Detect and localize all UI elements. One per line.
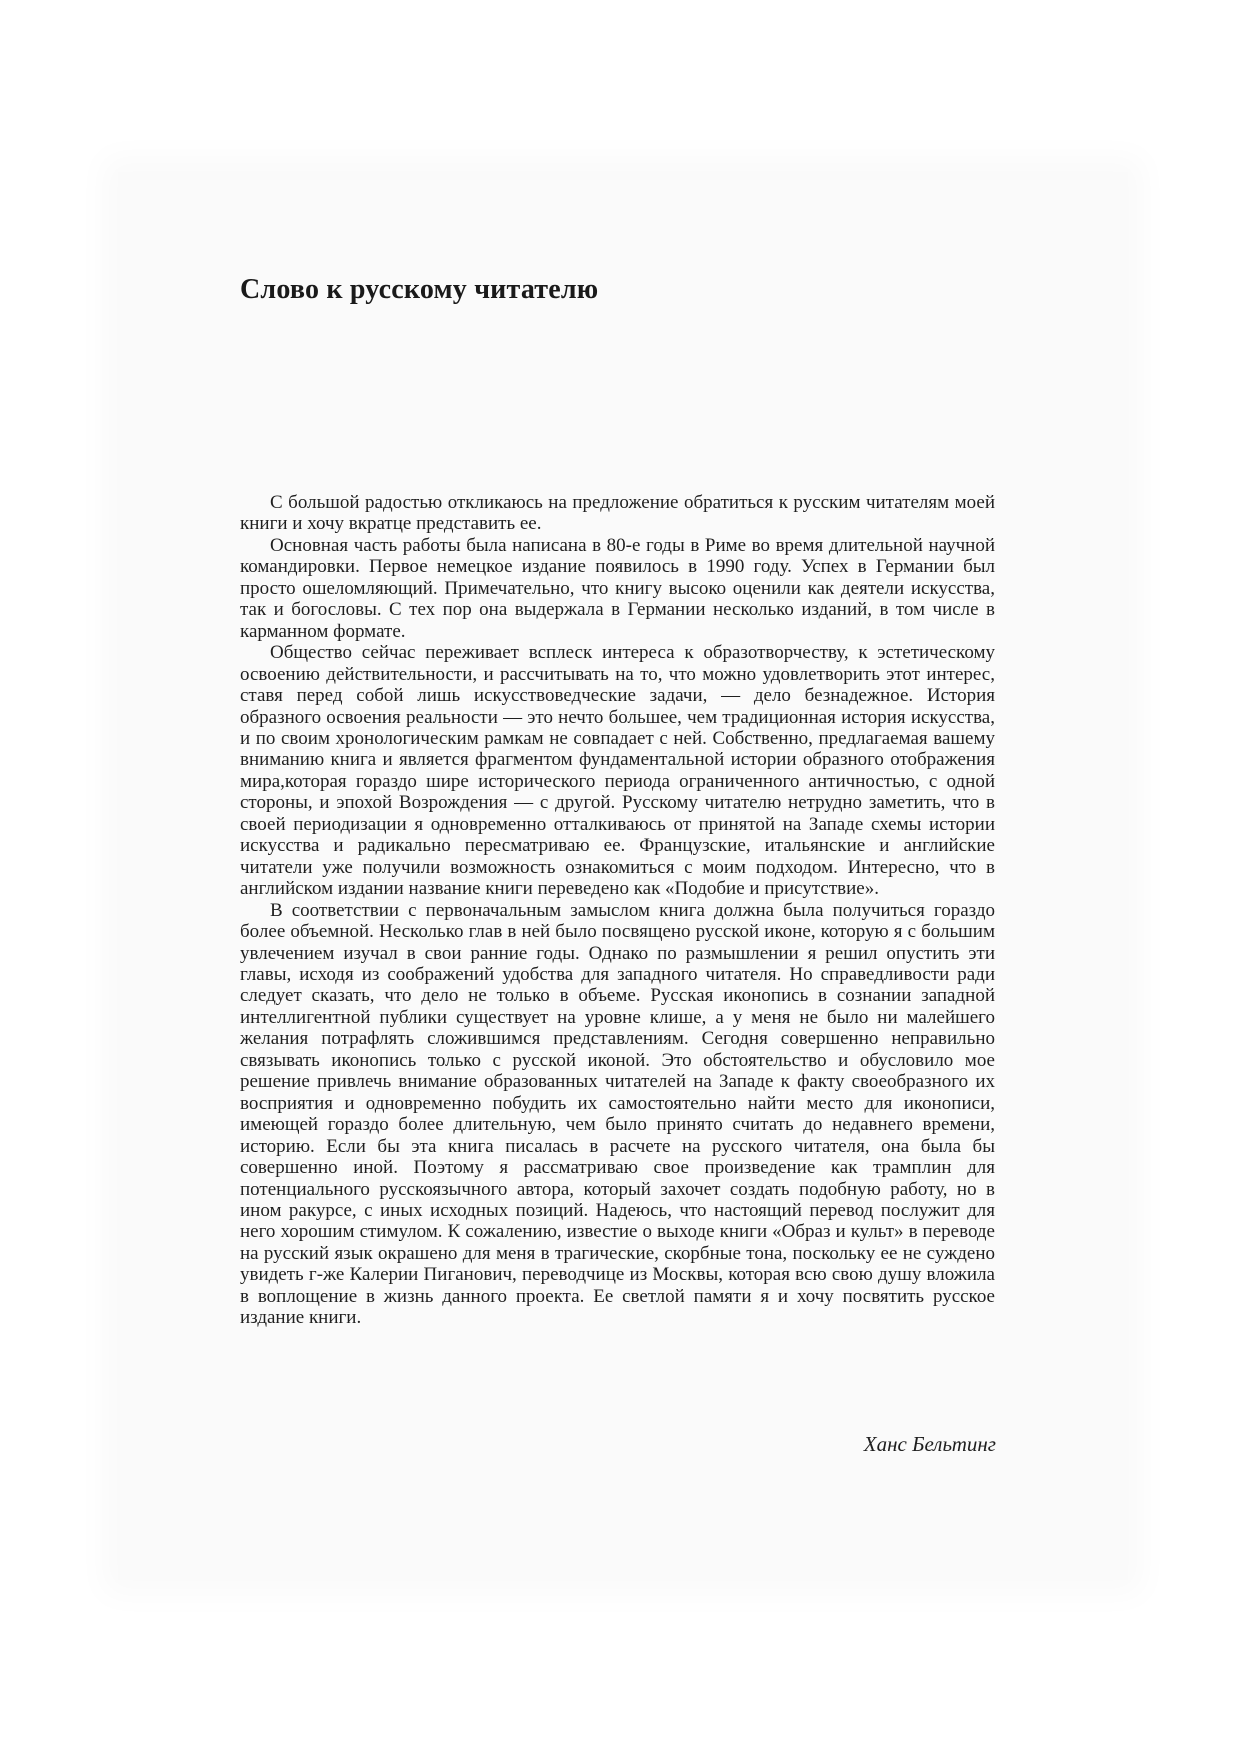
foreword-text — [240, 492, 995, 1329]
author-signature: Ханс Бельтинг — [863, 1432, 996, 1456]
page-title: Слово к русскому читателю — [240, 274, 599, 305]
paragraph-approach: Общество сейчас переживает всплеск интереса к образотворчеству, к эстетическому освоению действительности, и рассчитывать на то, что можно удовлетворить этот интерес, ставя перед собой лишь искусствоведческие задачи, — дело безнадежное. История образного освоения реальности — это нечто большее, чем традиционная история искусства, и по своим хронологическим рамкам не совпадает с ней. Собственно, предлагаемая вашему вниманию книга и является фрагментом фундаментальной истории образного отображения мира,которая гораздо шире исторического периода ограниченного античностью, с одной стороны, и эпохой Возрождения — с другой. Русскому читателю нетрудно заметить, что в своей периодизации я одновременно отталкиваюсь от принятой на Западе схемы истории искусства и радикально пересматриваю ее. Французские, итальянские и английские читатели уже получили возможность ознакомиться с моим подходом. Интересно, что в английском издании название книги переведено как «Подобие и присутствие». — [240, 642, 995, 900]
paragraph-dedication: В соответствии с первоначальным замыслом книга должна была получиться гораздо более объемной. Несколько глав в ней было посвящено русской иконе, которую я с большим увлечением изучал в свои ранние годы. Однако по размышлении я решил опустить эти главы, исходя из соображений удобства для западного читателя. Но справедливости ради следует сказать, что дело не только в объеме. Русская иконопись в сознании западной интеллигентной публики существует на уровне клише, а у меня не было ни малейшего желания потрафлять сложившимся представлениям. Сегодня совершенно неправильно связывать иконопись только с русской иконой. Это обстоятельство и обусловило мое решение привлечь внимание образованных читателей на Западе к факту своеобразного их восприятия и одновременно побудить их самостоятельно найти место для иконописи, имеющей гораздо более длительную, чем было принято считать до недавнего времени, историю. Если бы эта книга писалась в расчете на русского читателя, она была бы совершенно иной. Поэтому я рассматриваю свое произведение как трамплин для потенциального русскоязычного автора, который захочет создать подобную работу, но в ином ракурсе, с иных исходных позиций. Надеюсь, что настоящий перевод послужит для него хорошим стимулом. К сожалению, известие о выходе книги «Образ и культ» в переводе на русский язык окрашено для меня в трагические, скорбные тона, поскольку ее не суждено увидеть г-же Калерии Пиганович, переводчице из Москвы, которая всю свою душу вложила в воплощение в жизнь данного проекта. Ее светлой памяти я и хочу посвятить русское издание книги. — [240, 899, 995, 1329]
paragraph-history: Основная часть работы была написана в 80-е годы в Риме во время длительной научной командировки. Первое немецкое издание появилось в 1990 году. Успех в Германии был просто ошеломляющий. Примечательно, что книгу высоко оценили как деятели искусства, так и богословы. С тех пор она выдержала в Германии несколько изданий, в том числе в карманном формате. — [240, 534, 995, 642]
paragraph-intro: С большой радостью откликаюсь на предложение обратиться к русским читателям моей книги и хочу вкратце представить ее. — [240, 492, 995, 535]
